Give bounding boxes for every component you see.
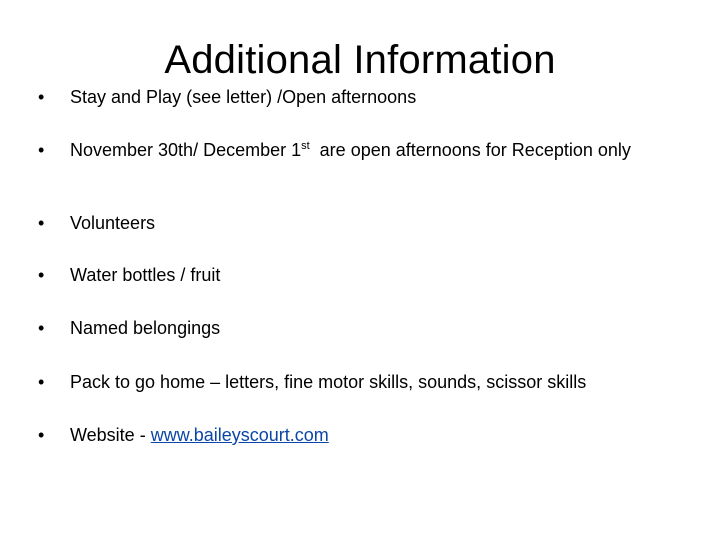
bullet-icon: • [38,265,45,285]
bullet-icon: • [38,140,45,160]
bullet-text: Water bottles / fruit [70,265,221,285]
bullet-icon: • [38,425,45,445]
bullet-icon: • [38,213,45,233]
website-prefix: Website - [70,425,151,445]
bullet-icon: • [38,318,45,338]
bullet-item [38,318,678,338]
bullet-item [38,265,678,285]
bullet-text [70,140,678,160]
reception-text: are open afternoons for Reception only [309,140,631,160]
website-link[interactable]: www.baileyscourt.com [150,425,329,445]
slide-title: Additional Information [164,38,556,82]
bullet-item [38,372,678,392]
bullet-text: Pack to go home – letters, fine motor skills, sounds, scissor skills [70,372,587,392]
bullet-item [38,140,678,160]
ordinal-suffix: st [301,140,310,152]
bullet-text: Named belongings [70,318,221,338]
bullet-text: Stay and Play (see letter) /Open afternoons [70,87,417,107]
bullet-icon: • [38,87,45,107]
bullet-item [38,425,678,445]
bullet-item [38,87,678,107]
bullet-icon: • [38,372,45,392]
bullet-text: Volunteers [70,213,156,233]
bullet-text [70,425,678,445]
bullet-item [38,213,678,233]
date-text: November 30th/ December 1 [70,140,302,160]
